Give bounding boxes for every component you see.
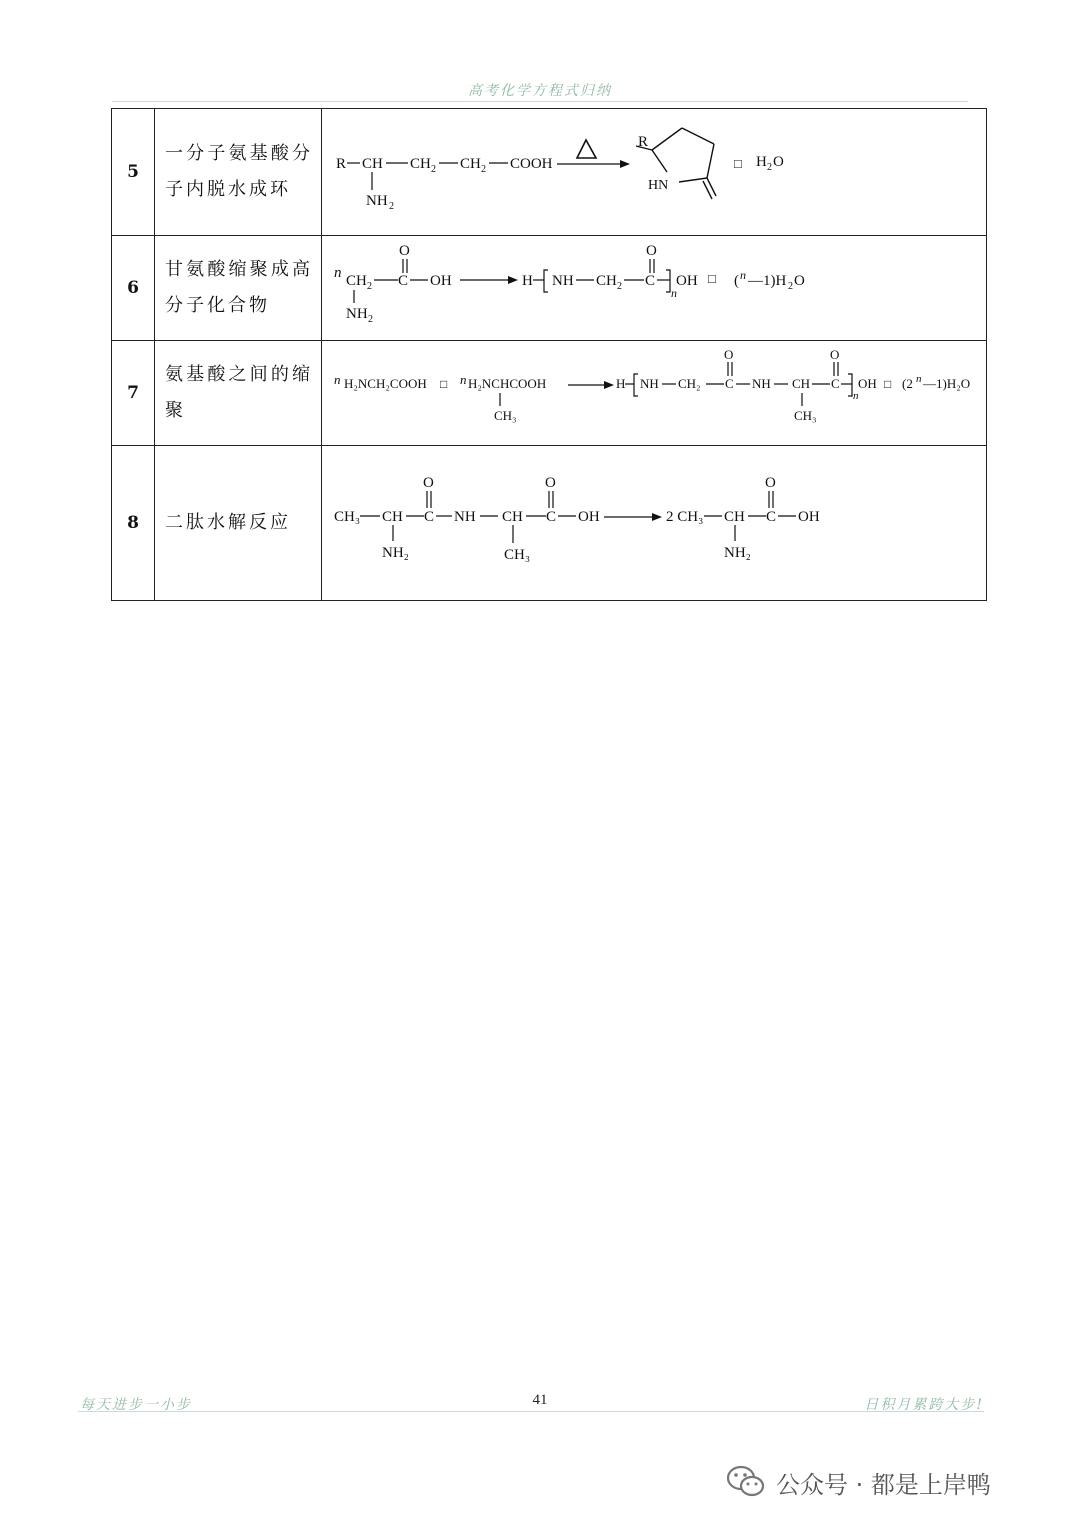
eq-text: CH [460, 155, 481, 172]
eq-text: 2 CH₃ [666, 508, 704, 525]
footer-right-slogan: 日积月累跨大步! [864, 1397, 984, 1413]
eq-text: NH [454, 508, 476, 525]
equation-8 [322, 447, 984, 600]
eq-text: H₂NCH₂COOH [344, 375, 427, 391]
heat-condition-icon [577, 140, 596, 158]
eq-text: n [460, 371, 467, 387]
equation-cell [322, 341, 987, 446]
eq-text: H [522, 272, 533, 289]
eq-text: NH [640, 375, 659, 391]
wechat-icon [726, 1464, 766, 1500]
row-number: 6 [112, 236, 155, 341]
eq-text: CH [382, 508, 403, 525]
eq-text: O [773, 153, 784, 170]
eq-text: ( [734, 272, 739, 289]
eq-text: —1)H [748, 272, 787, 289]
eq-text: CH₃ [334, 508, 361, 525]
eq-text: NH₂ [382, 544, 409, 561]
eq-text: 2 [368, 313, 373, 325]
page-header: 高考化学方程式归纳 [468, 83, 612, 99]
eq-text: 2 [481, 163, 486, 175]
eq-text: CH [724, 508, 745, 525]
eq-text: CH [410, 155, 431, 172]
eq-text: n [916, 372, 922, 385]
eq-text: C [831, 375, 840, 391]
reaction-name: 氨基酸之间的缩聚 [155, 341, 322, 446]
eq-text: HN [648, 177, 669, 193]
equation-cell [322, 446, 987, 601]
eq-text: C [546, 508, 557, 525]
eq-text: n [334, 264, 342, 281]
eq-text: NH₂ [724, 544, 751, 561]
eq-text: H [756, 153, 767, 170]
eq-text: R [638, 133, 649, 150]
eq-text: CH [346, 272, 367, 289]
eq-text: NH [366, 192, 388, 209]
plus-sign: □ [440, 376, 448, 391]
eq-text: H [616, 375, 626, 391]
table-row [112, 109, 987, 236]
eq-text: O [830, 346, 840, 362]
plus-sign: □ [734, 155, 742, 171]
eq-text: O [794, 272, 805, 289]
eq-text: CH [502, 508, 523, 525]
eq-text: CH₃ [504, 546, 531, 563]
wechat-watermark [726, 1462, 991, 1502]
eq-text: OH [676, 272, 698, 289]
reaction-name: 甘氨酸缩聚成高分子化合物 [155, 236, 322, 341]
header-rule [112, 101, 968, 102]
page-number: 41 [532, 1392, 548, 1408]
eq-text: 2 [367, 280, 372, 292]
eq-text: 2 [389, 200, 394, 212]
equation-7 [322, 342, 984, 445]
eq-text: H₂NCHCOOH [468, 375, 547, 391]
table-row [112, 236, 987, 341]
eq-text: OH [430, 272, 452, 289]
reaction-name: 一分子氨基酸分子内脱水成环 [155, 109, 322, 236]
eq-text: C [424, 508, 435, 525]
eq-text: CH₃ [494, 407, 517, 423]
eq-text: COOH [510, 155, 553, 172]
equation-6 [322, 237, 984, 340]
row-number: 8 [112, 446, 155, 601]
eq-text: CH₂ [678, 375, 701, 391]
plus-sign: □ [708, 270, 716, 286]
eq-text: R [336, 155, 347, 172]
table-row [112, 446, 987, 601]
eq-text: 2 [617, 280, 622, 292]
equation-cell [322, 236, 987, 341]
eq-text: O [646, 242, 657, 259]
eq-text: n [671, 285, 677, 300]
row-number: 7 [112, 341, 155, 446]
table-row [112, 341, 987, 446]
eq-text: CH [792, 375, 811, 391]
eq-text: —1)H₂O [923, 375, 971, 391]
eq-text: O [724, 346, 734, 362]
eq-text: C [645, 272, 656, 289]
equation-table [111, 108, 987, 601]
eq-text: n [334, 371, 341, 387]
row-number: 5 [112, 109, 155, 236]
watermark-text: 公众号 · 都是上岸鸭 [776, 1470, 991, 1499]
eq-text: O [545, 474, 556, 491]
equation-5 [322, 110, 984, 235]
eq-text: CH₃ [794, 407, 817, 423]
equation-cell [322, 109, 987, 236]
eq-text: OH [798, 508, 820, 525]
eq-text: C [725, 375, 734, 391]
reaction-name: 二肽水解反应 [155, 446, 322, 601]
eq-text: CH [596, 272, 617, 289]
eq-text: O [399, 242, 410, 259]
eq-text: NH [752, 375, 771, 391]
eq-text: C [766, 508, 777, 525]
eq-text: OH [578, 508, 600, 525]
plus-sign: □ [884, 376, 892, 391]
eq-text: 2 [788, 280, 793, 292]
eq-text: (2 [902, 375, 913, 391]
eq-text: n [740, 267, 746, 282]
eq-text: O [423, 474, 434, 491]
eq-text: NH [346, 305, 368, 322]
eq-text: 2 [767, 161, 772, 173]
eq-text: O [765, 474, 776, 491]
eq-text: n [853, 389, 859, 402]
footer-left-slogan: 每天进步一小步 [80, 1397, 192, 1413]
eq-text: NH [552, 272, 574, 289]
footer-rule [78, 1411, 984, 1412]
eq-text: OH [858, 375, 877, 391]
eq-text: C [398, 272, 409, 289]
eq-text: 2 [431, 163, 436, 175]
eq-text: CH [362, 155, 383, 172]
